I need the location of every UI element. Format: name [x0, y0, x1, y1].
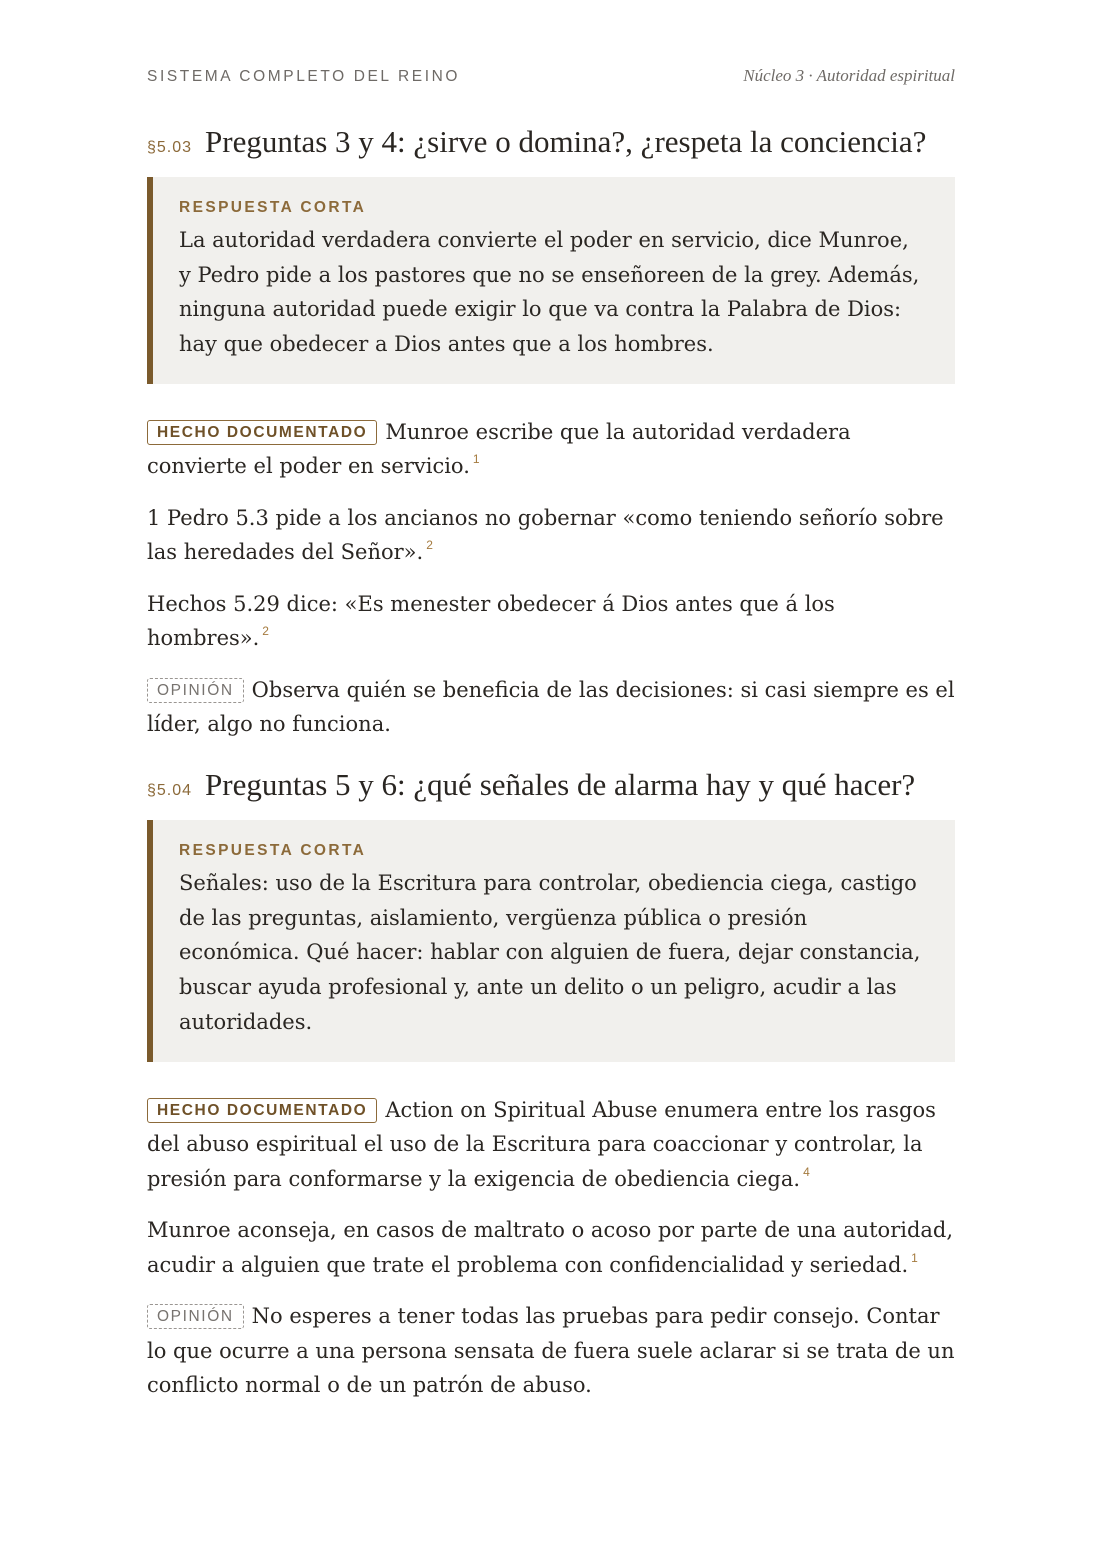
opinion-tag: OPINIÓN	[147, 1304, 244, 1329]
paragraph-text: No esperes a tener todas las pruebas para pedir consejo. Contar lo que ocurre a una persona sensata de fuera suele aclarar si se trata de un conflicto normal o de un patrón de abuso.	[147, 1304, 955, 1398]
paragraph-text: Munroe aconseja, en casos de maltrato o acoso por parte de una autoridad, acudir a alguien que trate el problema con confidencialidad y seriedad.	[147, 1218, 954, 1277]
short-answer-callout	[147, 177, 955, 384]
paragraph	[147, 501, 955, 570]
paragraph-text: Action on Spiritual Abuse enumera entre los rasgos del abuso espiritual el uso de la Escritura para coaccionar y controlar, la presión para conformarse y la exigencia de obediencia ciega.	[147, 1097, 936, 1191]
opinion-paragraph	[147, 673, 955, 742]
opinion-tag: OPINIÓN	[147, 678, 244, 703]
fact-tag: HECHO DOCUMENTADO	[147, 420, 377, 445]
footnote-ref[interactable]: 4	[803, 1164, 810, 1179]
section-heading	[147, 124, 955, 160]
book-title: SISTEMA COMPLETO DEL REINO	[147, 68, 461, 85]
callout-text: Señales: uso de la Escritura para controlar, obediencia ciega, castigo de las preguntas, aislamiento, vergüenza pública o presión económica. Qué hacer: hablar con alguien de fuera, dejar constancia, buscar ayuda profesional y, ante un delito o un peligro, acudir a las autoridades.	[179, 871, 921, 1034]
opinion-paragraph	[147, 1299, 955, 1403]
fact-paragraph	[147, 1093, 955, 1197]
short-answer-callout	[147, 820, 955, 1062]
callout-text: La autoridad verdadera convierte el poder en servicio, dice Munroe, y Pedro pide a los pastores que no se enseñoreen de la grey. Además, ninguna autoridad puede exigir lo que va contra la Palabra de Dios: hay que obedecer a Dios antes que a los hombres.	[179, 228, 920, 357]
section-heading	[147, 767, 955, 803]
section-5-04	[147, 767, 955, 1403]
footnote-ref[interactable]: 1	[911, 1250, 918, 1265]
footnote-ref[interactable]: 2	[262, 624, 269, 639]
chapter-title: Núcleo 3 · Autoridad espiritual	[743, 66, 955, 85]
section-number: §5.04	[147, 782, 193, 799]
fact-paragraph	[147, 415, 955, 484]
section-title: Preguntas 5 y 6: ¿qué señales de alarma hay y qué hacer?	[205, 767, 916, 802]
section-5-03	[147, 124, 955, 742]
paragraph-text: Observa quién se beneficia de las decisiones: si casi siempre es el líder, algo no funciona.	[147, 677, 955, 737]
footnote-ref[interactable]: 2	[426, 538, 433, 553]
running-header	[147, 66, 955, 86]
paragraph	[147, 587, 955, 656]
fact-tag: HECHO DOCUMENTADO	[147, 1098, 377, 1123]
paragraph-text: 1 Pedro 5.3 pide a los ancianos no gobernar «como teniendo señorío sobre las heredades del Señor».	[147, 505, 944, 565]
callout-label: RESPUESTA CORTA	[179, 199, 367, 216]
paragraph-text: Hechos 5.29 dice: «Es menester obedecer á Dios antes que á los hombres».	[147, 591, 835, 651]
callout-label: RESPUESTA CORTA	[179, 842, 367, 859]
paragraph	[147, 1213, 955, 1282]
section-title: Preguntas 3 y 4: ¿sirve o domina?, ¿respeta la conciencia?	[205, 124, 927, 159]
section-number: §5.03	[147, 139, 193, 156]
paragraph-text: Munroe escribe que la autoridad verdadera convierte el poder en servicio.	[147, 419, 851, 479]
footnote-ref[interactable]: 1	[472, 452, 480, 467]
